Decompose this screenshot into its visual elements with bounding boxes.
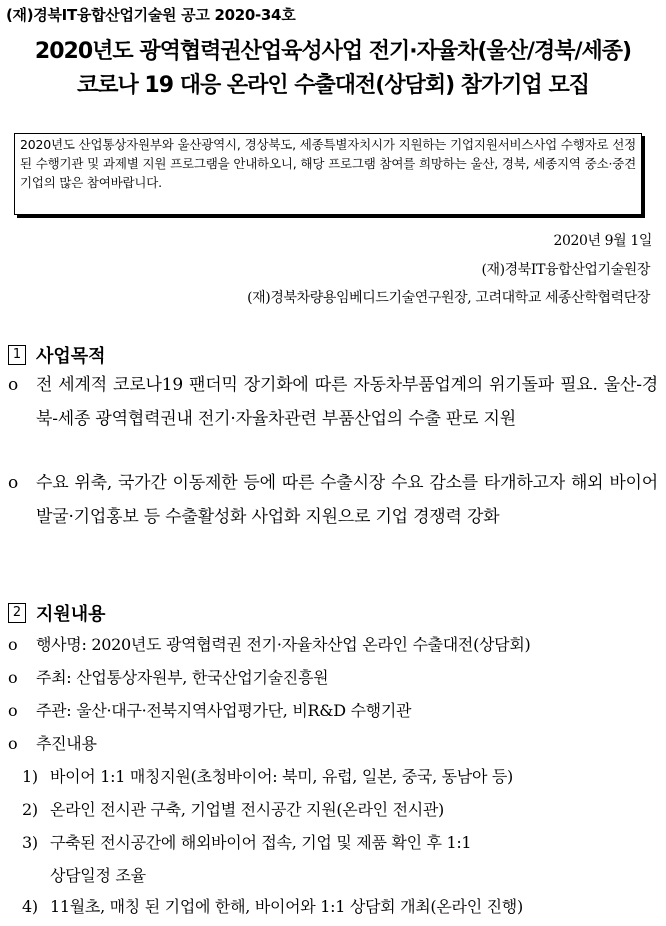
purpose-text: 수요 위축, 국가간 이동제한 등에 따른 수출시장 수요 감소를 타개하고자 해외 바이어 발굴·기업홍보 등 수출활성화 사업화 지원으로 기업 경쟁력 강화 xyxy=(36,473,658,527)
bullet-mark: o xyxy=(8,473,19,493)
numbered-item-text-continued: 상담일정 조율 xyxy=(50,866,146,885)
numbered-item xyxy=(22,760,513,793)
issuer-line-1: (재)경북IT융합산업기술원장 xyxy=(481,262,650,278)
bullet-mark: o xyxy=(8,668,18,687)
support-item-text: 주관: 울산·대구·전북지역사업평가단, 비R&D 수행기관 xyxy=(36,701,412,720)
numbered-item-text: 구축된 전시공간에 해외바이어 접속, 기업 및 제품 확인 후 1:1 xyxy=(50,833,472,852)
item-number: 4) xyxy=(22,897,38,916)
support-item-text: 추진내용 xyxy=(36,734,97,753)
numbered-item xyxy=(22,826,471,892)
bullet-mark: o xyxy=(8,375,19,395)
numbered-item xyxy=(22,793,444,826)
section-heading-support xyxy=(8,600,106,626)
purpose-text: 전 세계적 코로나19 팬더믹 장기화에 따른 자동차부품업계의 위기돌파 필요. 울산-경북-세종 광역협력권내 전기·자율차관련 부품산업의 수출 판로 지원 xyxy=(36,375,658,429)
section-title: 지원내용 xyxy=(36,604,106,625)
intro-box xyxy=(14,133,642,215)
purpose-paragraph xyxy=(8,466,658,534)
page-title-line-2: 코로나 19 대응 온라인 수출대전(상담회) 참가기업 모집 xyxy=(77,73,589,98)
support-item xyxy=(8,628,530,661)
support-item-text: 행사명: 2020년도 광역협력권 전기·자율차산업 온라인 수출대전(상담회) xyxy=(36,635,531,654)
section-title: 사업목적 xyxy=(36,346,106,367)
purpose-paragraph xyxy=(8,368,658,436)
section-number-box: 2 xyxy=(8,603,26,623)
announcement-date: 2020년 9월 1일 xyxy=(553,233,652,249)
support-item xyxy=(8,661,328,694)
numbered-item-text: 바이어 1:1 매칭지원(초청바이어: 북미, 유럽, 일본, 중국, 동남아 등) xyxy=(50,767,514,786)
numbered-item-text: 온라인 전시관 구축, 기업별 전시공간 지원(온라인 전시관) xyxy=(50,800,444,819)
item-number: 1) xyxy=(22,767,38,786)
support-item xyxy=(8,727,97,760)
numbered-item xyxy=(22,890,523,923)
item-number: 3) xyxy=(22,833,38,852)
section-heading-purpose xyxy=(8,342,106,368)
bullet-mark: o xyxy=(8,701,18,720)
bullet-mark: o xyxy=(8,635,18,654)
support-item-text: 주최: 산업통상자원부, 한국산업기술진흥원 xyxy=(36,668,329,687)
item-number: 2) xyxy=(22,800,38,819)
page-title-line-1: 2020년도 광역협력권산업육성사업 전기·자율차(울산/경북/세종) xyxy=(34,39,632,64)
intro-text: 2020년도 산업통상자원부와 울산광역시, 경상북도, 세종특별자치시가 지원하는 기업지원서비스사업 수행자로 선정된 수행기관 및 과제별 지원 프로그램을 안내하오니, 해당 프로그램 참여를 희망하는 울산, 경북, 세종지역 중소·중견기업의 많은 참여바랍니다. xyxy=(20,137,636,190)
section-number-box: 1 xyxy=(8,345,26,365)
notice-number: (재)경북IT융합산업기술원 공고 2020-34호 xyxy=(6,6,296,24)
support-item xyxy=(8,694,411,727)
issuer-line-2: (재)경북차량용임베디드기술연구원장, 고려대학교 세종산학협력단장 xyxy=(247,290,650,306)
bullet-mark: o xyxy=(8,734,18,753)
numbered-item-text: 11월초, 매칭 된 기업에 한해, 바이어와 1:1 상담회 개최(온라인 진행) xyxy=(50,897,523,916)
